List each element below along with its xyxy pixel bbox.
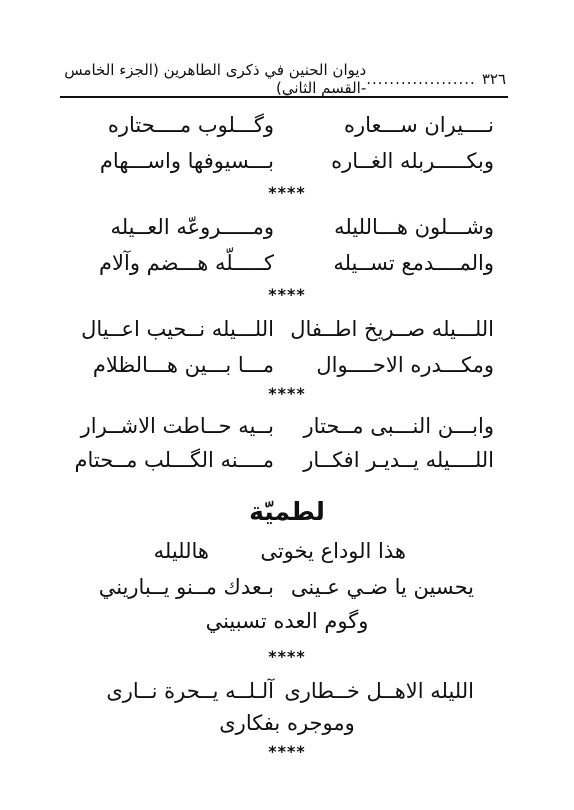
hemistich-right: اللـــيله صــريخ اطــفال bbox=[290, 317, 494, 341]
hemistich-right: ومكـــدره الاحــــوال bbox=[316, 353, 494, 377]
verse-line-right: الليله الاهــل خــطارى bbox=[284, 679, 474, 703]
verse-line-left: بـعدك مــنو يــباريني bbox=[98, 575, 274, 599]
verse-line-center: وموجره بفكارى bbox=[219, 711, 355, 735]
hemistich-right: والمــــدمع تســيله bbox=[333, 251, 494, 275]
verse-line-left: هالليله bbox=[153, 539, 209, 563]
verse-line-center: وگوم العده تسبيني bbox=[205, 609, 369, 633]
hemistich-right: وشـــلون هـــالليله bbox=[334, 215, 494, 239]
verse-line-right: هذا الوداع يخوتى bbox=[260, 539, 406, 563]
hemistich-left: كـــــلّه هـــضم وآلام bbox=[99, 251, 274, 275]
hemistich-left: ومـــــروعّه العــيله bbox=[110, 215, 274, 239]
book-title: ديوان الحنين في ذكرى الطاهرين (الجزء الخامس -القسم الثاني) bbox=[64, 61, 367, 97]
page-number: ٣٢٦ bbox=[481, 70, 506, 88]
separator-stars: **** bbox=[268, 285, 306, 304]
verse-line-left: آلـلــه يــحرة نــارى bbox=[106, 679, 274, 703]
hemistich-right: اللــــيله يــديـر افكــار bbox=[303, 448, 494, 472]
separator-stars: **** bbox=[268, 384, 306, 403]
verse-line-right: يحسين يا ضـي عـينى bbox=[290, 575, 474, 599]
hemistich-left: وگـــلوب مــــحتاره bbox=[107, 113, 274, 137]
header-dots: ................... bbox=[366, 70, 476, 88]
running-header bbox=[60, 61, 506, 97]
hemistich-right: وبكـــــربله الغــاره bbox=[331, 149, 494, 173]
header-rule bbox=[60, 96, 508, 98]
hemistich-left: اللـــيله نــحيب اعــيال bbox=[81, 317, 274, 341]
separator-stars: **** bbox=[268, 647, 306, 666]
hemistich-left: مـــا بـــين هـــالظلام bbox=[92, 353, 274, 377]
hemistich-left: بـــسيوفها واســـهام bbox=[99, 149, 274, 173]
separator-stars: **** bbox=[268, 742, 306, 761]
hemistich-left: بــيه حــاطت الاشــرار bbox=[80, 414, 274, 438]
hemistich-right: وابـــن النـــبى مــحتار bbox=[303, 414, 494, 438]
separator-stars: **** bbox=[268, 183, 306, 202]
hemistich-right: نــــيران ســـعاره bbox=[343, 113, 494, 137]
section-title: لطميّة bbox=[249, 497, 325, 526]
hemistich-left: مــــنه الگـــلب مــحتام bbox=[74, 448, 274, 472]
